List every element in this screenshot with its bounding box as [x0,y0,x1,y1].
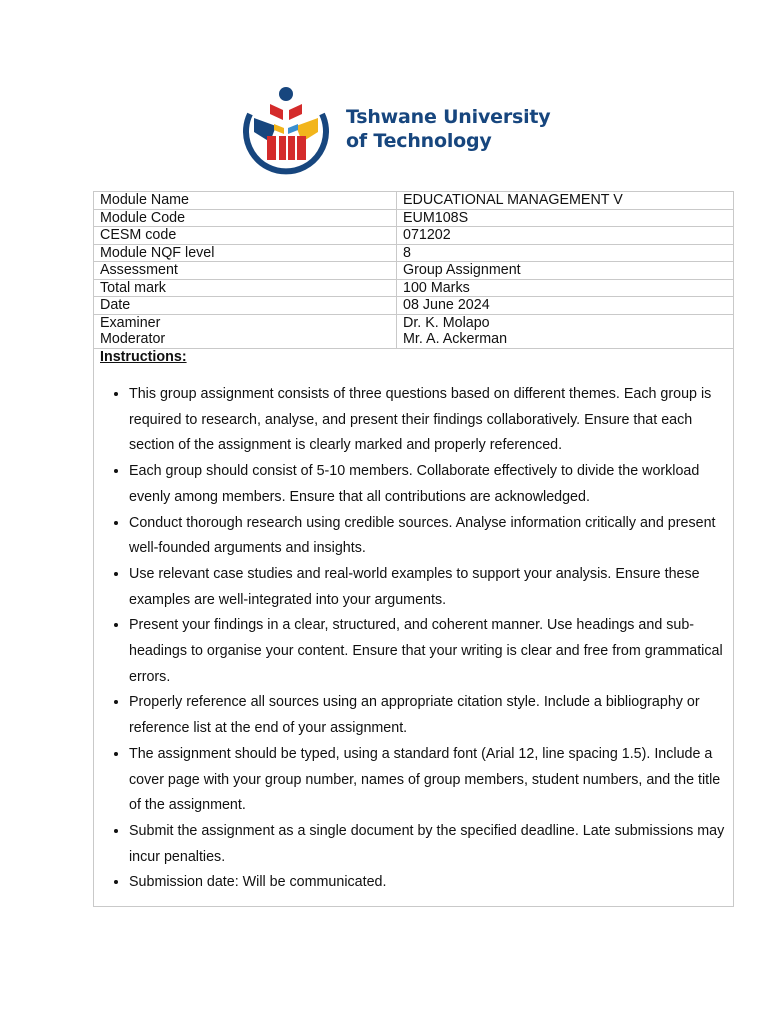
table-row [94,314,734,331]
detail-value: 100 Marks [397,279,734,297]
list-item: • Properly reference all sources using an appropriate citation style. Include a bibliography or reference list at the end of your assignment. [129,690,727,741]
detail-label: Assessment [94,262,397,280]
list-item: • This group assignment consists of three questions based on different themes. Each group is required to research, analyse, and present their findings collaboratively. Ensure that each section of the assignment is clearly marked and properly referenced. [129,382,727,459]
table-row [94,192,734,210]
table-row [94,297,734,315]
detail-label: Module Code [94,209,397,227]
detail-value: 071202 [397,227,734,245]
table-row [94,279,734,297]
table-row [94,209,734,227]
detail-value: Group Assignment [397,262,734,280]
instructions-list [100,382,727,896]
list-item: • Use relevant case studies and real-world examples to support your analysis. Ensure these examples are well-integrated into your arguments. [129,562,727,613]
list-item: • Present your findings in a clear, structured, and coherent manner. Use headings and sub-headings to organise your content. Ensure that your writing is clear and free from grammatical errors. [129,613,727,690]
tut-emblem-icon [236,84,336,184]
detail-label: Module NQF level [94,244,397,262]
list-item: • Submission date: Will be communicated. [129,870,727,896]
table-row [94,262,734,280]
detail-label: Date [94,297,397,315]
table-row [94,227,734,245]
list-item: • The assignment should be typed, using a standard font (Arial 12, line spacing 1.5). Include a cover page with your group number, names of group members, student numbers, and the title of the assignment. [129,742,727,819]
table-row [94,331,734,348]
university-name-line2: of Technology [346,130,492,152]
detail-value: Dr. K. Molapo [397,314,734,331]
detail-label: Moderator [94,331,397,348]
university-logo [236,84,551,184]
detail-label: Total mark [94,279,397,297]
university-name-line1: Tshwane University [346,106,551,128]
instructions-cell [94,348,734,907]
detail-label: Examiner [94,314,397,331]
university-name [346,105,550,153]
detail-value: 8 [397,244,734,262]
detail-value: EUM108S [397,209,734,227]
list-item: • Conduct thorough research using credible sources. Analyse information critically and present well-founded arguments and insights. [129,511,727,562]
detail-value: 08 June 2024 [397,297,734,315]
table-row [94,244,734,262]
instructions-heading: Instructions: [100,348,187,365]
detail-value: Mr. A. Ackerman [397,331,734,348]
list-item: • Submit the assignment as a single document by the specified deadline. Late submissions may incur penalties. [129,819,727,870]
detail-label: CESM code [94,227,397,245]
list-item: • Each group should consist of 5-10 members. Collaborate effectively to divide the workload evenly among members. Ensure that all contributions are acknowledged. [129,459,727,510]
module-details-table [93,191,734,907]
detail-label: Module Name [94,192,397,210]
instructions-row [94,348,734,907]
detail-value: EDUCATIONAL MANAGEMENT V [397,192,734,210]
